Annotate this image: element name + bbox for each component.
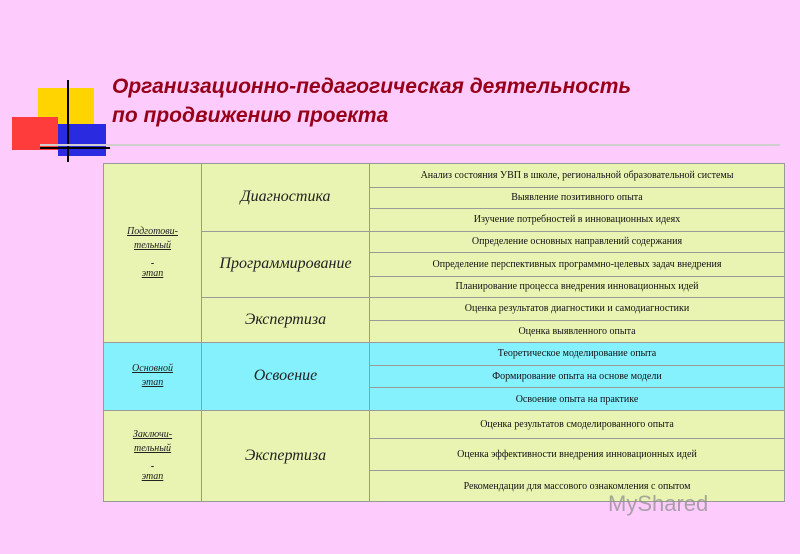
table-row — [104, 231, 785, 253]
activity-cell: Освоение — [202, 343, 370, 411]
title-divider — [40, 144, 780, 146]
task-cell: Оценка результатов смоделированного опыта — [370, 410, 785, 439]
task-cell: Теоретическое моделирование опыта — [370, 343, 785, 366]
activity-cell: Диагностика — [202, 164, 370, 232]
decor-horizontal-line — [40, 147, 110, 149]
activity-cell: Экспертиза — [202, 410, 370, 501]
activity-cell: Программирование — [202, 231, 370, 298]
activity-cell: Экспертиза — [202, 298, 370, 343]
decor-vertical-line — [67, 80, 69, 162]
stage-label-line — [104, 456, 201, 470]
decor-blue-square — [58, 124, 106, 156]
task-cell: Определение основных направлений содержания — [370, 231, 785, 253]
table-row — [104, 410, 785, 439]
stage-label-line: Основной — [132, 363, 173, 375]
stage-label-line — [104, 253, 201, 267]
stage-cell — [104, 410, 202, 501]
task-cell: Анализ состояния УВП в школе, региональной образовательной системы — [370, 164, 785, 188]
table-row — [104, 164, 785, 188]
table-row — [104, 343, 785, 366]
task-cell: Формирование опыта на основе модели — [370, 365, 785, 388]
task-cell: Оценка результатов диагностики и самодиагностики — [370, 298, 785, 321]
task-cell: Освоение опыта на практике — [370, 388, 785, 411]
title-line-2: по продвижению проекта — [112, 104, 389, 127]
task-cell: Оценка эффективности внедрения инновационных идей — [370, 439, 785, 471]
stage-label-line: Заключи- — [132, 428, 173, 440]
stage-label-line: Подготови- — [127, 226, 178, 238]
task-cell: Изучение потребностей в инновационных идеях — [370, 209, 785, 232]
task-cell: Оценка выявленного опыта — [370, 320, 785, 343]
stage-cell — [104, 343, 202, 411]
task-cell: Планирование процесса внедрения инновационных идей — [370, 276, 785, 298]
watermark: MyShared — [608, 491, 709, 516]
task-cell: Выявление позитивного опыта — [370, 187, 785, 209]
table-body — [104, 164, 785, 502]
task-cell: Рекомендации для массового ознакомления с опытом — [370, 471, 785, 502]
title-line-1: Организационно-педагогическая деятельность — [112, 75, 631, 98]
stage-label-line: этап — [141, 470, 164, 482]
stage-cell — [104, 164, 202, 343]
stage-label-line: тельный — [133, 240, 172, 252]
task-cell: Определение перспективных программно-целевых задач внедрения — [370, 253, 785, 277]
stage-label-line: тельный — [133, 442, 172, 454]
stage-label-line: этап — [141, 377, 164, 389]
slide-title — [112, 72, 772, 130]
stage-label-line: этап — [141, 268, 164, 280]
project-activity-table — [103, 163, 785, 502]
table-row — [104, 298, 785, 321]
